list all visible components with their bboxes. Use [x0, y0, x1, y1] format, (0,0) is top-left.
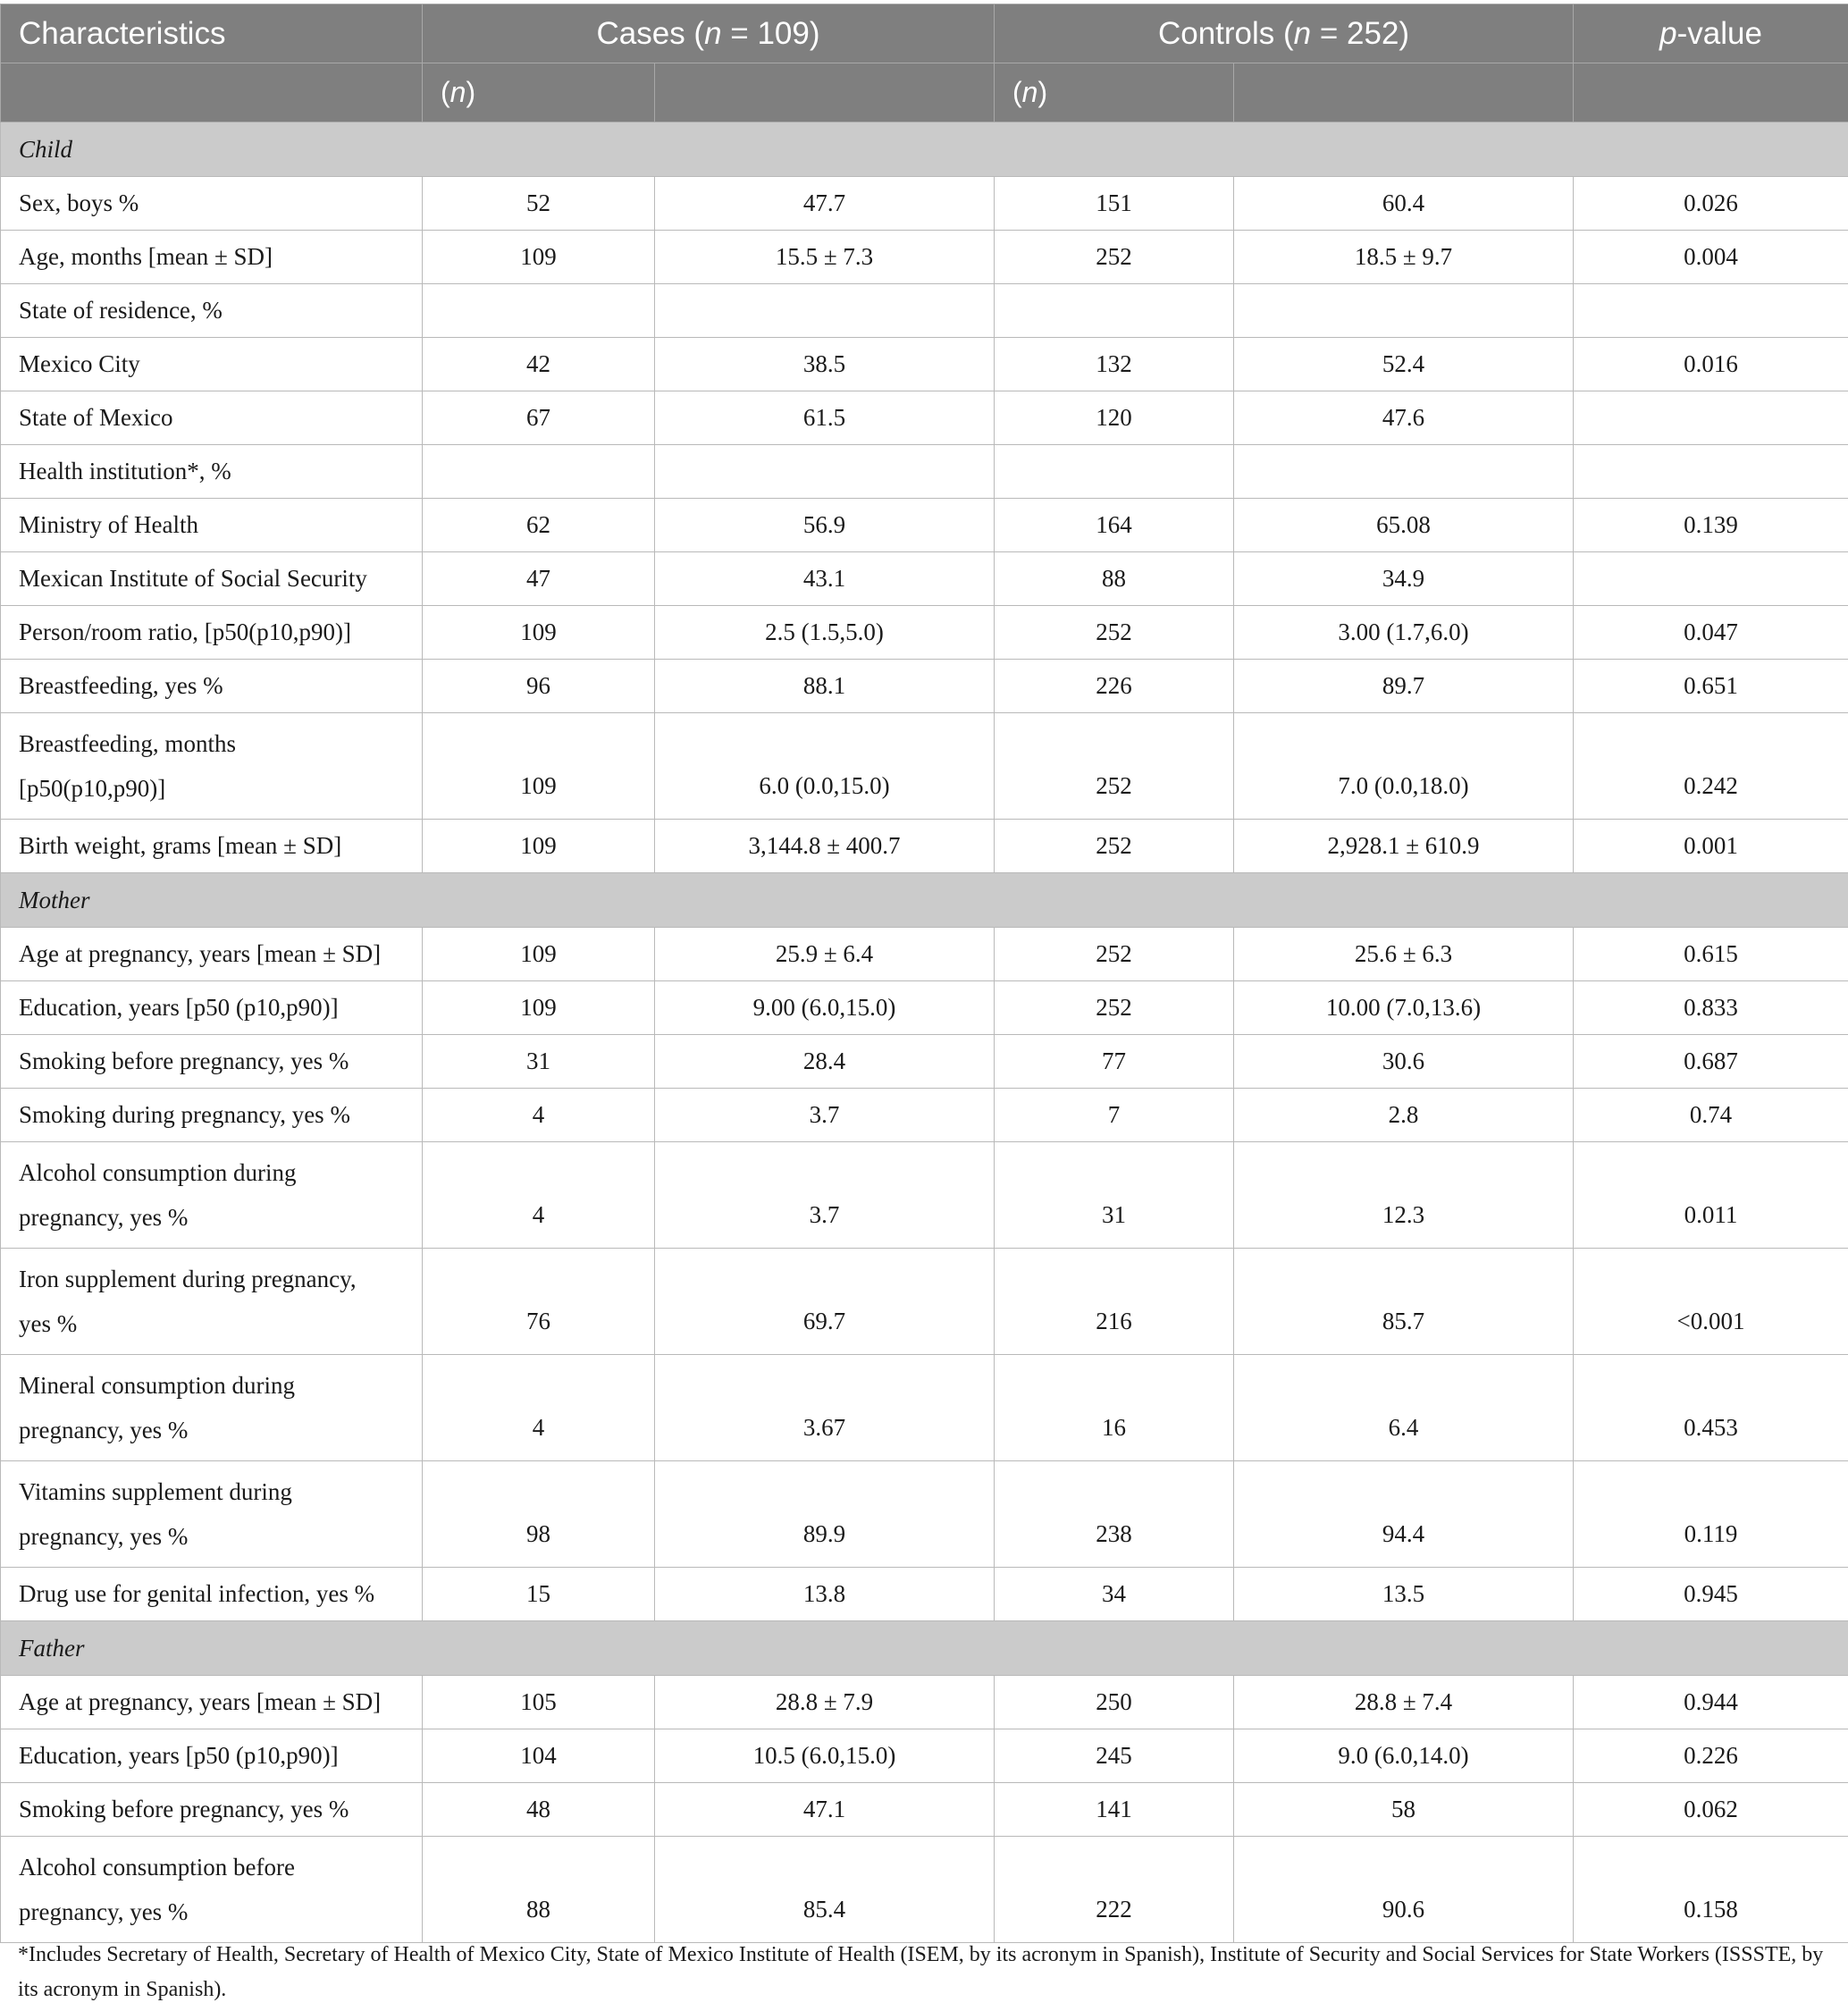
row-label: Health institution*, %	[1, 445, 423, 499]
cell-pvalue: 0.062	[1574, 1783, 1848, 1837]
cell-cases-value: 56.9	[655, 499, 995, 552]
cell-cases-value: 89.9	[655, 1461, 995, 1568]
cell-controls-value: 85.7	[1234, 1249, 1574, 1355]
characteristics-table	[0, 4, 1848, 1943]
header-row	[1, 4, 1848, 63]
cell-cases-value: 10.5 (6.0,15.0)	[655, 1729, 995, 1783]
cell-controls-n: 7	[995, 1089, 1234, 1142]
cell-controls-value: 90.6	[1234, 1837, 1574, 1943]
cell-cases-value: 69.7	[655, 1249, 995, 1355]
cell-cases-n: 109	[423, 928, 655, 981]
table-container	[0, 4, 1848, 1943]
cell-controls-n: 250	[995, 1676, 1234, 1729]
cell-controls-n: 16	[995, 1355, 1234, 1461]
row-label-line1: Mineral consumption during	[19, 1372, 295, 1399]
table-row	[1, 1461, 1848, 1568]
table-row	[1, 713, 1848, 820]
cell-cases-n: 62	[423, 499, 655, 552]
subheader-pvalue	[1574, 63, 1848, 122]
cell-cases-n: 109	[423, 606, 655, 660]
cell-cases-value: 2.5 (1.5,5.0)	[655, 606, 995, 660]
row-label: State of Mexico	[1, 391, 423, 445]
cell-pvalue: 0.011	[1574, 1142, 1848, 1249]
row-label-line1: Iron supplement during pregnancy,	[19, 1266, 357, 1292]
cell-cases-value: 43.1	[655, 552, 995, 606]
cell-cases-value: 3,144.8 ± 400.7	[655, 820, 995, 873]
cell-pvalue: 0.74	[1574, 1089, 1848, 1142]
row-label	[1, 1142, 423, 1249]
cell-controls-n: 238	[995, 1461, 1234, 1568]
cell-cases-n: 31	[423, 1035, 655, 1089]
row-label: Age, months [mean ± SD]	[1, 231, 423, 284]
row-label	[1, 713, 423, 820]
cell-controls-value: 9.0 (6.0,14.0)	[1234, 1729, 1574, 1783]
cell-controls-n: 252	[995, 231, 1234, 284]
cell-cases-n: 98	[423, 1461, 655, 1568]
section-label: Mother	[1, 873, 1848, 928]
cell-controls-value: 52.4	[1234, 338, 1574, 391]
table-row	[1, 552, 1848, 606]
cell-pvalue: 0.026	[1574, 177, 1848, 231]
cell-cases-value: 13.8	[655, 1568, 995, 1621]
cell-controls-n: 120	[995, 391, 1234, 445]
cell-cases-value: 88.1	[655, 660, 995, 713]
cell-cases-n: 67	[423, 391, 655, 445]
cell-controls-value: 60.4	[1234, 177, 1574, 231]
cell-pvalue: 0.158	[1574, 1837, 1848, 1943]
table-row	[1, 928, 1848, 981]
cell-cases-value: 38.5	[655, 338, 995, 391]
cell-cases-n: 76	[423, 1249, 655, 1355]
cell-controls-value: 7.0 (0.0,18.0)	[1234, 713, 1574, 820]
cell-controls-value: 18.5 ± 9.7	[1234, 231, 1574, 284]
cell-cases-value: 47.1	[655, 1783, 995, 1837]
cell-cases-value: 25.9 ± 6.4	[655, 928, 995, 981]
cell-pvalue: 0.651	[1574, 660, 1848, 713]
cell-controls-value: 58	[1234, 1783, 1574, 1837]
cell-cases-n: 109	[423, 231, 655, 284]
row-label-line2: [p50(p10,p90)]	[19, 775, 166, 802]
table-header	[1, 4, 1848, 122]
table-row	[1, 231, 1848, 284]
cell-cases-value: 6.0 (0.0,15.0)	[655, 713, 995, 820]
cell-controls-n: 252	[995, 820, 1234, 873]
table-row	[1, 177, 1848, 231]
row-label-line1: Alcohol consumption during	[19, 1159, 297, 1186]
cell-controls-value: 12.3	[1234, 1142, 1574, 1249]
cell-cases-value: 9.00 (6.0,15.0)	[655, 981, 995, 1035]
row-label-line1: Alcohol consumption before	[19, 1854, 295, 1881]
subheader-controls-value	[1234, 63, 1574, 122]
cell-cases-n: 15	[423, 1568, 655, 1621]
cell-controls-n: 252	[995, 606, 1234, 660]
table-row	[1, 499, 1848, 552]
cell-controls-n: 151	[995, 177, 1234, 231]
cell-cases-n	[423, 284, 655, 338]
cell-cases-value	[655, 445, 995, 499]
cell-controls-n: 164	[995, 499, 1234, 552]
section-row	[1, 873, 1848, 928]
cell-controls-n: 77	[995, 1035, 1234, 1089]
subheader-cases-value	[655, 63, 995, 122]
cell-pvalue	[1574, 552, 1848, 606]
table-row	[1, 1142, 1848, 1249]
cell-cases-value: 61.5	[655, 391, 995, 445]
cell-cases-n: 52	[423, 177, 655, 231]
row-label: Ministry of Health	[1, 499, 423, 552]
cell-controls-value: 25.6 ± 6.3	[1234, 928, 1574, 981]
cell-controls-n: 245	[995, 1729, 1234, 1783]
table-row	[1, 1676, 1848, 1729]
table-row	[1, 445, 1848, 499]
cell-cases-value: 47.7	[655, 177, 995, 231]
table-footnote: *Includes Secretary of Health, Secretary of Health of Mexico City, State of Mexico Institute of Health (ISEM, by its acronym in Spanish), Institute of Security and Social Services for State Workers (ISSSTE, by its acronym in Spanish).	[18, 1943, 1824, 2001]
cell-controls-n	[995, 284, 1234, 338]
cell-cases-n: 48	[423, 1783, 655, 1837]
row-label: Smoking during pregnancy, yes %	[1, 1089, 423, 1142]
cell-cases-value: 28.4	[655, 1035, 995, 1089]
row-label-line2: yes %	[19, 1310, 78, 1337]
cell-cases-n	[423, 445, 655, 499]
section-row	[1, 122, 1848, 177]
cell-pvalue: 0.453	[1574, 1355, 1848, 1461]
cell-pvalue: 0.016	[1574, 338, 1848, 391]
cell-controls-value: 47.6	[1234, 391, 1574, 445]
cell-controls-value: 65.08	[1234, 499, 1574, 552]
row-label: Smoking before pregnancy, yes %	[1, 1783, 423, 1837]
table-row	[1, 1568, 1848, 1621]
subheader-empty	[1, 63, 423, 122]
subheader-cases-n: (n)	[423, 63, 655, 122]
cell-controls-value: 2,928.1 ± 610.9	[1234, 820, 1574, 873]
table-row	[1, 981, 1848, 1035]
cell-controls-n	[995, 445, 1234, 499]
row-label: Drug use for genital infection, yes %	[1, 1568, 423, 1621]
cell-pvalue: 0.615	[1574, 928, 1848, 981]
cell-pvalue: 0.242	[1574, 713, 1848, 820]
cell-cases-value: 15.5 ± 7.3	[655, 231, 995, 284]
cell-cases-value	[655, 284, 995, 338]
table-row	[1, 1837, 1848, 1943]
cell-controls-n: 34	[995, 1568, 1234, 1621]
table-row	[1, 338, 1848, 391]
cell-cases-n: 105	[423, 1676, 655, 1729]
row-label: Age at pregnancy, years [mean ± SD]	[1, 1676, 423, 1729]
cell-controls-n: 31	[995, 1142, 1234, 1249]
row-label-line1: Vitamins supplement during	[19, 1478, 292, 1505]
cell-controls-value: 10.00 (7.0,13.6)	[1234, 981, 1574, 1035]
cell-pvalue: 0.139	[1574, 499, 1848, 552]
cell-cases-n: 109	[423, 713, 655, 820]
cell-controls-value: 3.00 (1.7,6.0)	[1234, 606, 1574, 660]
cell-controls-value: 28.8 ± 7.4	[1234, 1676, 1574, 1729]
cell-controls-value: 6.4	[1234, 1355, 1574, 1461]
table-row	[1, 660, 1848, 713]
cell-cases-n: 47	[423, 552, 655, 606]
row-label	[1, 1249, 423, 1355]
row-label	[1, 1355, 423, 1461]
cell-pvalue: 0.119	[1574, 1461, 1848, 1568]
cell-cases-n: 109	[423, 981, 655, 1035]
row-label-line2: pregnancy, yes %	[19, 1204, 189, 1231]
cell-cases-n: 88	[423, 1837, 655, 1943]
table-row	[1, 606, 1848, 660]
cell-cases-n: 96	[423, 660, 655, 713]
table-row	[1, 391, 1848, 445]
subheader-controls-n: (n)	[995, 63, 1234, 122]
row-label-line1: Breastfeeding, months	[19, 730, 236, 757]
section-label: Father	[1, 1621, 1848, 1676]
cell-controls-n: 226	[995, 660, 1234, 713]
section-row	[1, 1621, 1848, 1676]
table-row	[1, 1729, 1848, 1783]
row-label	[1, 1837, 423, 1943]
header-cases: Cases (n = 109)	[423, 4, 995, 63]
row-label: Age at pregnancy, years [mean ± SD]	[1, 928, 423, 981]
cell-controls-n: 252	[995, 928, 1234, 981]
row-label-line2: pregnancy, yes %	[19, 1417, 189, 1443]
cell-controls-n: 222	[995, 1837, 1234, 1943]
table-row	[1, 820, 1848, 873]
cell-pvalue	[1574, 284, 1848, 338]
subheader-row	[1, 63, 1848, 122]
cell-pvalue: <0.001	[1574, 1249, 1848, 1355]
cell-controls-value: 30.6	[1234, 1035, 1574, 1089]
cell-cases-n: 4	[423, 1355, 655, 1461]
cell-cases-n: 104	[423, 1729, 655, 1783]
row-label: Education, years [p50 (p10,p90)]	[1, 1729, 423, 1783]
row-label: State of residence, %	[1, 284, 423, 338]
row-label-line2: pregnancy, yes %	[19, 1898, 189, 1925]
cell-controls-n: 216	[995, 1249, 1234, 1355]
cell-pvalue: 0.833	[1574, 981, 1848, 1035]
cell-pvalue: 0.001	[1574, 820, 1848, 873]
header-pvalue: p-value	[1574, 4, 1848, 63]
cell-cases-n: 109	[423, 820, 655, 873]
cell-cases-n: 4	[423, 1142, 655, 1249]
row-label: Smoking before pregnancy, yes %	[1, 1035, 423, 1089]
cell-controls-value: 2.8	[1234, 1089, 1574, 1142]
cell-controls-value	[1234, 445, 1574, 499]
cell-cases-value: 3.7	[655, 1089, 995, 1142]
cell-cases-value: 85.4	[655, 1837, 995, 1943]
cell-pvalue	[1574, 445, 1848, 499]
table-row	[1, 1783, 1848, 1837]
row-label: Person/room ratio, [p50(p10,p90)]	[1, 606, 423, 660]
table-row	[1, 284, 1848, 338]
cell-cases-value: 28.8 ± 7.9	[655, 1676, 995, 1729]
cell-pvalue	[1574, 391, 1848, 445]
cell-controls-n: 132	[995, 338, 1234, 391]
cell-pvalue: 0.226	[1574, 1729, 1848, 1783]
cell-controls-n: 252	[995, 713, 1234, 820]
table-row	[1, 1355, 1848, 1461]
cell-pvalue: 0.047	[1574, 606, 1848, 660]
cell-controls-n: 141	[995, 1783, 1234, 1837]
cell-cases-value: 3.7	[655, 1142, 995, 1249]
cell-controls-value: 13.5	[1234, 1568, 1574, 1621]
header-characteristics: Characteristics	[1, 4, 423, 63]
cell-cases-n: 4	[423, 1089, 655, 1142]
table-row	[1, 1249, 1848, 1355]
row-label: Education, years [p50 (p10,p90)]	[1, 981, 423, 1035]
header-controls: Controls (n = 252)	[995, 4, 1574, 63]
row-label: Breastfeeding, yes %	[1, 660, 423, 713]
cell-controls-value: 89.7	[1234, 660, 1574, 713]
cell-cases-n: 42	[423, 338, 655, 391]
cell-cases-value: 3.67	[655, 1355, 995, 1461]
row-label	[1, 1461, 423, 1568]
row-label-line2: pregnancy, yes %	[19, 1523, 189, 1550]
cell-controls-n: 88	[995, 552, 1234, 606]
row-label: Sex, boys %	[1, 177, 423, 231]
cell-controls-value	[1234, 284, 1574, 338]
cell-controls-value: 94.4	[1234, 1461, 1574, 1568]
cell-controls-value: 34.9	[1234, 552, 1574, 606]
cell-pvalue: 0.944	[1574, 1676, 1848, 1729]
cell-pvalue: 0.945	[1574, 1568, 1848, 1621]
row-label: Birth weight, grams [mean ± SD]	[1, 820, 423, 873]
row-label: Mexico City	[1, 338, 423, 391]
table-body	[1, 122, 1848, 1943]
section-label: Child	[1, 122, 1848, 177]
cell-controls-n: 252	[995, 981, 1234, 1035]
table-row	[1, 1089, 1848, 1142]
table-row	[1, 1035, 1848, 1089]
row-label: Mexican Institute of Social Security	[1, 552, 423, 606]
cell-pvalue: 0.004	[1574, 231, 1848, 284]
cell-pvalue: 0.687	[1574, 1035, 1848, 1089]
